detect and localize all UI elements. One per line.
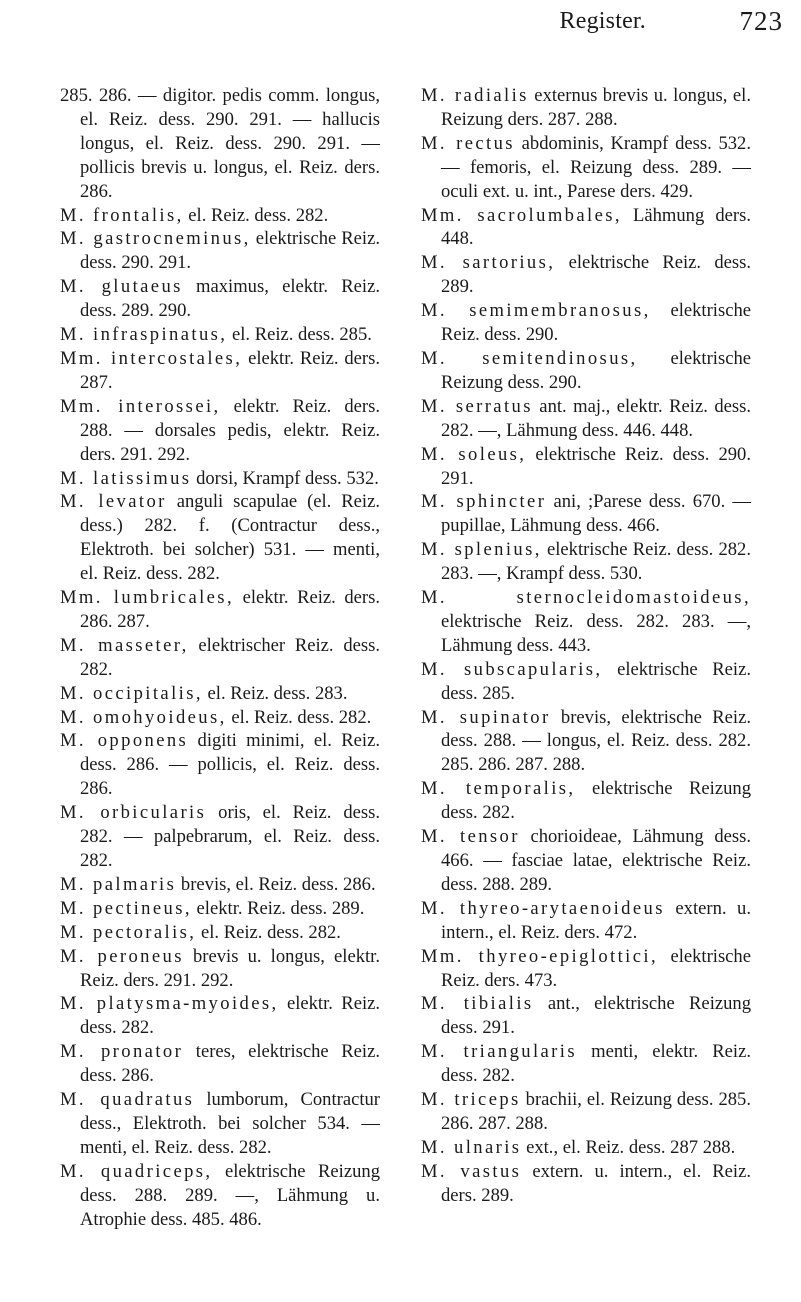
index-entry [60, 323, 380, 347]
entry-text: elektr. Reiz. dess. 282. [80, 993, 381, 1039]
entry-heading: M. thyreo-arytaenoideus [421, 897, 665, 919]
index-entry [60, 227, 380, 275]
entry-text: abdominis, Krampf dess. 532. — femoris, el. Reizung dess. 289. — oculi ext. u. int., Parese ders. 429. [441, 132, 752, 202]
index-entry [60, 1040, 380, 1088]
index-entry [60, 945, 380, 993]
index-entry [60, 1160, 380, 1232]
index-entry [421, 992, 751, 1040]
entry-text: maximus, elektr. Reiz. dess. 289. 290. [80, 276, 380, 322]
entry-heading: M. subscapularis, [421, 658, 603, 680]
entry-text: extern. u. intern., el. Reiz. ders. 289. [441, 1160, 752, 1206]
entry-heading: M. ulnaris [421, 1136, 522, 1158]
index-entry [60, 706, 380, 730]
index-entry [60, 801, 380, 873]
right-column [421, 84, 751, 1208]
left-column [60, 84, 380, 1232]
entry-text: elektrische Reiz. dess. 282. 283. —, Krampf dess. 530. [441, 539, 751, 585]
entry-heading: M. quadriceps, [60, 1160, 213, 1182]
entry-text: elektrische Reiz. ders. 473. [441, 945, 751, 991]
entry-text: digiti minimi, el. Reiz. dess. 286. — pollicis, el. Reiz. dess. 286. [80, 730, 380, 800]
entry-text: externus brevis u. longus, el. Reizung ders. 287. 288. [441, 85, 751, 130]
entry-heading: M. sphincter [421, 491, 547, 513]
index-entry [421, 658, 751, 706]
entry-heading: M. pectineus, [60, 897, 192, 919]
entry-heading: M. levator [60, 491, 167, 513]
entry-heading: Mm. thyreo-epiglottici, [421, 945, 659, 967]
index-entry [421, 945, 751, 993]
entry-text: el. Reiz. dess. 283. [202, 682, 348, 704]
entry-text: elektr. Reiz. ders. 288. — dorsales pedis, elektr. Reiz. ders. 291. 292. [80, 395, 380, 465]
entry-text: menti, elektr. Reiz. dess. 282. [441, 1041, 751, 1087]
entry-heading: M. splenius, [421, 539, 542, 561]
entry-text: dorsi, Krampf dess. 532. [191, 467, 379, 489]
entry-text: teres, elektrische Reiz. dess. 286. [80, 1041, 380, 1087]
entry-text: brevis, el. Reiz. dess. 286. [176, 873, 376, 895]
index-entry [421, 897, 751, 945]
entry-heading: M. tensor [421, 826, 520, 848]
index-entry [60, 682, 380, 706]
index-entry [421, 538, 751, 586]
index-entry [421, 395, 751, 443]
entry-heading: M. masseter, [60, 634, 189, 656]
entry-text: ani, ;Parese dess. 670. — pupillae, Lähmung dess. 466. [441, 491, 751, 537]
index-entry [421, 586, 751, 658]
entry-text: elektrische Reiz. dess. 285. [441, 658, 751, 704]
entry-text: elektrische Reiz. dess. 290. 291. [80, 228, 380, 274]
index-entry [421, 1088, 751, 1136]
index-entry [421, 299, 751, 347]
index-entry [421, 1136, 751, 1160]
index-entry [60, 729, 380, 801]
entry-heading: M. frontalis, [60, 204, 184, 226]
entry-heading: M. glutaeus [60, 276, 183, 298]
entry-heading: M. triceps [421, 1089, 521, 1111]
index-entry [421, 347, 751, 395]
entry-text: elektrische Reizung dess. 290. [441, 347, 751, 393]
index-entry [60, 84, 380, 204]
entry-heading: M. tibialis [421, 993, 534, 1015]
entry-heading: M. semitendinosus, [421, 347, 638, 369]
index-entry [60, 275, 380, 323]
index-entry [60, 992, 380, 1040]
entry-heading: M. triangularis [421, 1041, 577, 1063]
index-entry [60, 897, 380, 921]
entry-text: Lähmung ders. 448. [441, 204, 751, 250]
entry-heading: M. pectoralis, [60, 921, 197, 943]
entry-text: ant. maj., elektr. Reiz. dess. 282. —, Lähmung dess. 446. 448. [441, 395, 751, 441]
index-entry [60, 586, 380, 634]
entry-text: el. Reiz. dess. 282. [226, 706, 372, 728]
index-entry [421, 132, 751, 204]
index-entry [421, 443, 751, 491]
index-entry [421, 204, 751, 252]
entry-text: elektrischer Reiz. dess. 282. [80, 634, 380, 680]
entry-heading: M. radialis [421, 85, 529, 106]
index-entry [60, 347, 380, 395]
entry-heading: M. pronator [60, 1041, 184, 1063]
entry-text: chorioideae, Lähmung dess. 466. — fasciae latae, elektrische Reiz. dess. 288. 289. [441, 826, 751, 895]
entry-text: el. Reiz. dess. 282. [183, 204, 329, 226]
entry-heading: M. serratus [421, 395, 533, 417]
entry-heading: Mm. sacrolumbales, [421, 204, 622, 226]
entry-heading: M. platysma-myoides, [60, 993, 279, 1015]
index-entry [421, 706, 751, 778]
entry-heading: Mm. interossei, [60, 395, 221, 417]
index-entry [60, 921, 380, 945]
entry-heading: M. supinator [421, 706, 551, 728]
entry-text: anguli scapulae (el. Reiz. dess.) 282. f. (Contractur dess., Elektroth. bei solcher) 531. — menti, el. Reiz. dess. 282. [80, 491, 380, 585]
entry-text: ext., el. Reiz. dess. 287 288. [521, 1136, 736, 1158]
entry-text: brevis, elektrische Reiz. dess. 288. — longus, el. Reiz. dess. 282. 285. 286. 287. 288. [441, 706, 751, 776]
entry-heading: M. sartorius, [421, 252, 556, 274]
entry-heading: M. semimembranosus, [421, 300, 651, 322]
entry-heading: M. temporalis, [421, 778, 576, 800]
entry-text: brevis u. longus, elektr. Reiz. ders. 291. 292. [80, 945, 380, 991]
entry-text: 285. 286. — digitor. pedis comm. longus, el. Reiz. dess. 290. 291. — hallucis longus, el. Reiz. dess. 290. 291. — pollicis brevis u. longus, el. Reiz. ders. 286. [60, 85, 380, 202]
index-entry [421, 777, 751, 825]
page-header [0, 4, 801, 44]
entry-heading: M. palmaris [60, 873, 177, 895]
entry-text: elektr. Reiz. ders. 287. [80, 347, 380, 393]
entry-heading: Mm. lumbricales, [60, 587, 234, 609]
index-entry [421, 84, 751, 132]
entry-heading: M. sternocleidomastoideus, [421, 587, 751, 609]
index-entry [60, 490, 380, 586]
page-number: 723 [739, 6, 783, 36]
entry-text: elektrische Reiz. dess. 289. [441, 252, 752, 298]
entry-heading: M. gastrocneminus, [60, 228, 251, 250]
index-entry [60, 467, 380, 491]
entry-text: brachii, el. Reizung dess. 285. 286. 287. 288. [441, 1089, 751, 1134]
entry-text: elektr. Reiz. dess. 289. [191, 897, 365, 919]
entry-text: ant., elektrische Reizung dess. 291. [441, 993, 751, 1039]
index-entry [421, 825, 751, 897]
index-entry [60, 204, 380, 228]
entry-text: el. Reiz. dess. 282. [196, 921, 341, 943]
entry-text: elektrische Reiz. dess. 290. 291. [441, 443, 751, 489]
entry-heading: M. infraspinatus, [60, 324, 228, 346]
entry-text: elektrische Reizung dess. 288. 289. —, Lähmung u. Atrophie dess. 485. 486. [80, 1160, 380, 1230]
entry-heading: M. vastus [421, 1160, 522, 1182]
index-entry [421, 1160, 751, 1208]
entry-heading: M. orbicularis [60, 802, 207, 824]
entry-heading: M. peroneus [60, 945, 184, 967]
entry-text: elektrische Reiz. dess. 290. [441, 300, 751, 346]
entry-text: elektr. Reiz. ders. 286. 287. [80, 587, 380, 632]
index-entry [421, 1040, 751, 1088]
entry-text: elektrische Reizung dess. 282. [441, 778, 751, 824]
index-entry [60, 873, 380, 897]
entry-text: elektrische Reiz. dess. 282. 283. —, Lähmung dess. 443. [441, 610, 751, 656]
entry-heading: M. occipitalis, [60, 682, 203, 704]
index-entry [60, 1088, 380, 1160]
entry-heading: M. latissimus [60, 467, 192, 489]
index-entry [60, 395, 380, 467]
entry-text: oris, el. Reiz. dess. 282. — palpebrarum, el. Reiz. dess. 282. [80, 802, 380, 871]
entry-heading: Mm. intercostales, [60, 347, 243, 369]
entry-text: extern. u. intern., el. Reiz. ders. 472. [441, 897, 751, 943]
entry-heading: M. quadratus [60, 1089, 195, 1111]
index-entry [421, 251, 751, 299]
entry-heading: M. opponens [60, 730, 189, 752]
index-entry [60, 634, 380, 682]
entry-heading: M. soleus, [421, 443, 527, 465]
index-entry [421, 490, 751, 538]
entry-text: lumborum, Contractur dess., Elektroth. bei solcher 534. — menti, el. Reiz. dess. 282. [80, 1089, 380, 1158]
running-title: Register. [559, 8, 646, 34]
entry-heading: M. rectus [421, 132, 515, 154]
entry-text: el. Reiz. dess. 285. [227, 324, 372, 346]
entry-heading: M. omohyoideus, [60, 706, 227, 728]
